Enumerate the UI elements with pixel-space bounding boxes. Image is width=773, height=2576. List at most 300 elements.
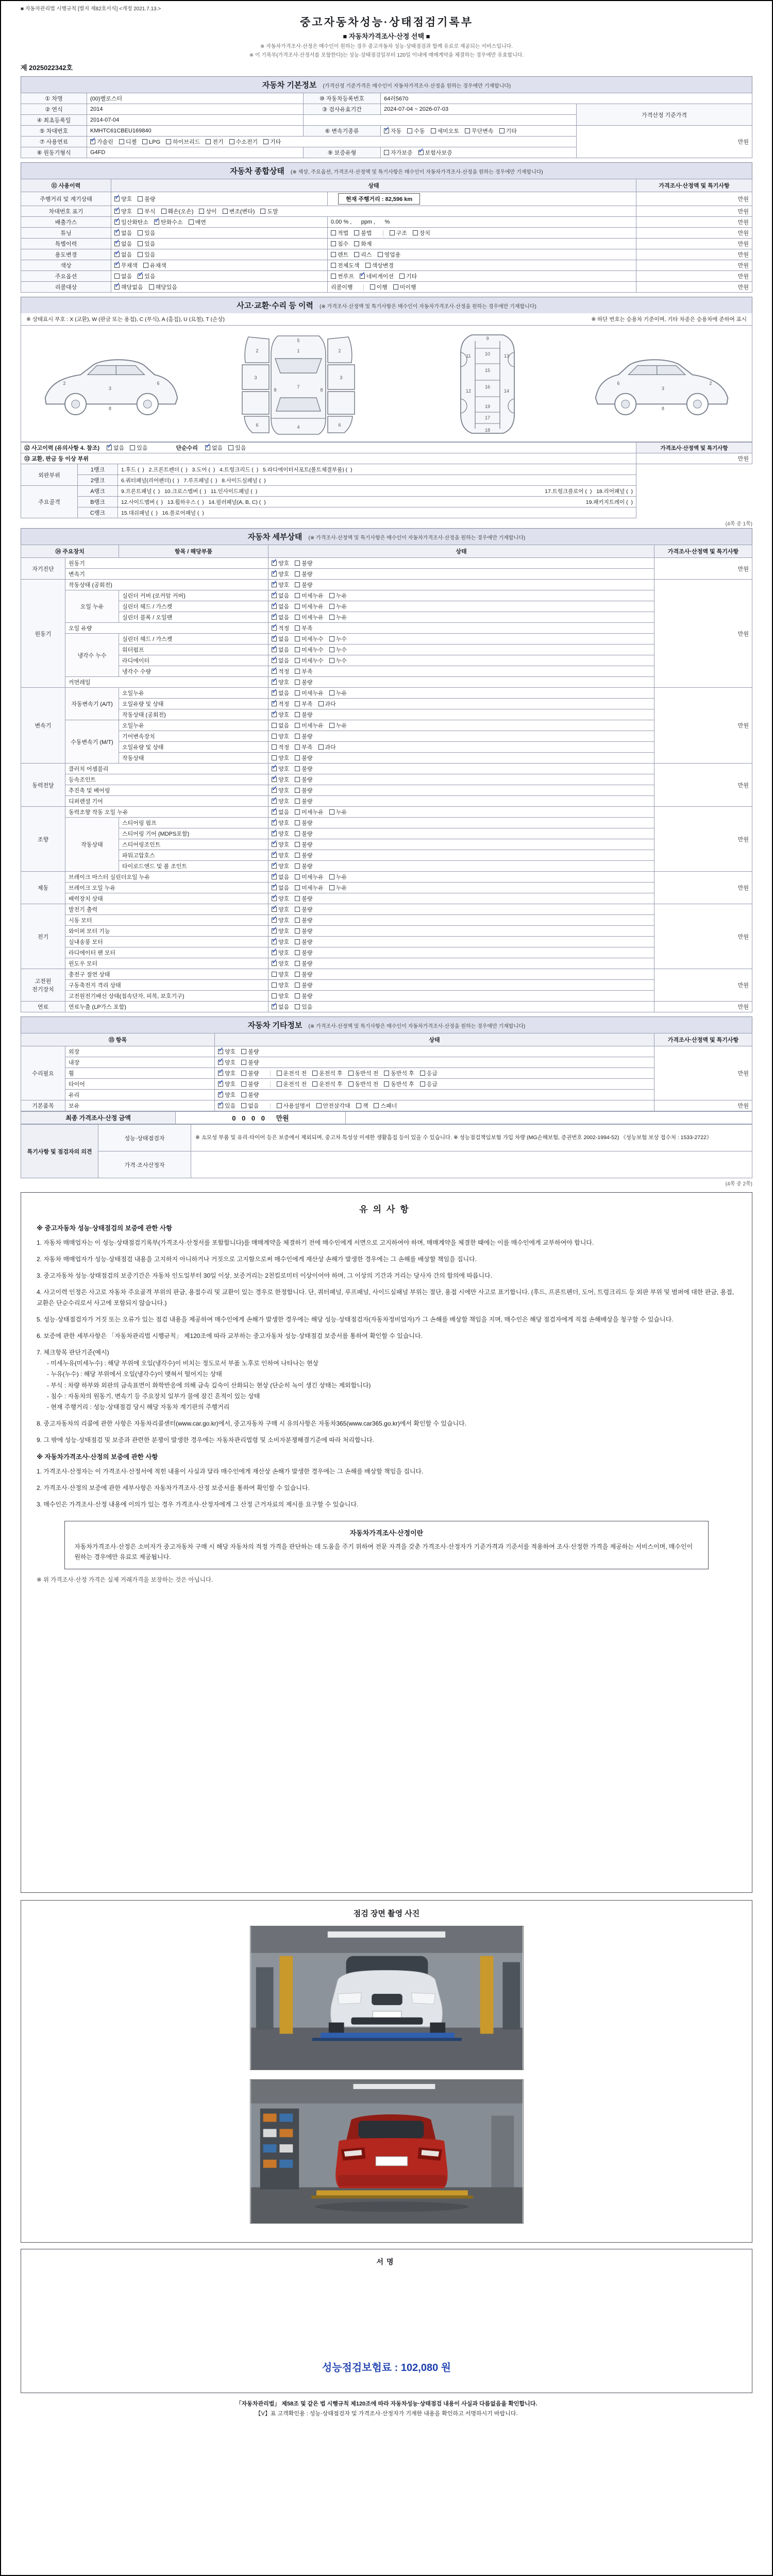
checked-checkbox-icon[interactable] [272,680,277,685]
unchecked-checkbox-icon[interactable] [329,647,334,652]
checkbox-option[interactable] [218,1069,236,1077]
checkbox-option[interactable] [418,148,452,157]
checked-checkbox-icon[interactable] [272,896,277,901]
checkbox-option[interactable] [218,1080,236,1088]
checkbox-option[interactable] [295,743,312,751]
unchecked-checkbox-icon[interactable] [241,1081,246,1087]
checkbox-option[interactable] [295,1003,312,1011]
unchecked-checkbox-icon[interactable] [142,139,147,144]
checkbox-option[interactable] [272,819,289,827]
unchecked-checkbox-icon[interactable] [399,274,405,279]
checked-checkbox-icon[interactable] [205,445,210,450]
unchecked-checkbox-icon[interactable] [138,241,143,246]
unchecked-checkbox-icon[interactable] [295,604,300,609]
unchecked-checkbox-icon[interactable] [295,1004,300,1009]
checkbox-option[interactable] [360,272,394,280]
checkbox-option[interactable] [241,1047,259,1056]
unchecked-checkbox-icon[interactable] [295,777,300,782]
checkbox-option[interactable] [277,1101,311,1110]
checked-checkbox-icon[interactable] [272,582,277,587]
unchecked-checkbox-icon[interactable] [260,209,265,214]
checkbox-option[interactable] [329,646,347,654]
unchecked-checkbox-icon[interactable] [295,723,300,728]
checkbox-option[interactable] [295,667,312,675]
unchecked-checkbox-icon[interactable] [354,230,359,235]
checkbox-option[interactable] [374,1101,397,1110]
checked-checkbox-icon[interactable] [272,950,277,955]
checkbox-option[interactable] [295,873,324,881]
checkbox-option[interactable] [329,808,347,816]
checkbox-option[interactable] [263,138,281,146]
unchecked-checkbox-icon[interactable] [295,907,300,912]
checkbox-option[interactable] [295,894,312,903]
checkbox-option[interactable] [114,272,132,280]
checkbox-option[interactable] [272,873,289,881]
unchecked-checkbox-icon[interactable] [348,1081,354,1087]
checkbox-option[interactable] [329,591,347,600]
checked-checkbox-icon[interactable] [360,274,365,279]
unchecked-checkbox-icon[interactable] [295,680,300,685]
checkbox-option[interactable] [107,444,124,452]
checkbox-option[interactable] [420,1080,438,1088]
checkbox-option[interactable] [295,819,312,827]
checkbox-option[interactable] [295,689,324,697]
checkbox-option[interactable] [272,959,289,968]
unchecked-checkbox-icon[interactable] [277,1071,282,1076]
checkbox-option[interactable] [149,283,178,291]
checkbox-option[interactable] [295,646,324,654]
checkbox-option[interactable] [378,250,401,259]
checkbox-option[interactable] [295,916,312,924]
unchecked-checkbox-icon[interactable] [420,1081,425,1087]
unchecked-checkbox-icon[interactable] [331,274,336,279]
unchecked-checkbox-icon[interactable] [329,874,334,879]
checkbox-option[interactable] [295,700,312,708]
checkbox-option[interactable] [114,283,143,291]
unchecked-checkbox-icon[interactable] [138,209,143,214]
unchecked-checkbox-icon[interactable] [295,561,300,566]
unchecked-checkbox-icon[interactable] [272,744,277,750]
checkbox-option[interactable] [138,240,155,248]
unchecked-checkbox-icon[interactable] [272,723,277,728]
unchecked-checkbox-icon[interactable] [295,874,300,879]
checkbox-option[interactable] [295,732,312,740]
checkbox-option[interactable] [114,261,138,269]
checkbox-option[interactable] [295,656,324,665]
checked-checkbox-icon[interactable] [272,939,277,944]
checkbox-option[interactable] [295,591,324,600]
unchecked-checkbox-icon[interactable] [318,701,324,706]
unchecked-checkbox-icon[interactable] [119,139,124,144]
unchecked-checkbox-icon[interactable] [295,950,300,955]
checked-checkbox-icon[interactable] [138,274,143,279]
unchecked-checkbox-icon[interactable] [378,252,383,257]
checkbox-option[interactable] [223,207,255,215]
checkbox-option[interactable] [295,635,324,643]
checkbox-option[interactable] [114,240,132,248]
unchecked-checkbox-icon[interactable] [312,1071,317,1076]
checkbox-option[interactable] [166,138,200,146]
checkbox-option[interactable] [295,678,312,686]
unchecked-checkbox-icon[interactable] [277,1081,282,1087]
unchecked-checkbox-icon[interactable] [329,723,334,728]
checkbox-option[interactable] [295,624,312,632]
unchecked-checkbox-icon[interactable] [295,669,300,674]
unchecked-checkbox-icon[interactable] [295,766,300,771]
unchecked-checkbox-icon[interactable] [295,982,300,988]
unchecked-checkbox-icon[interactable] [229,139,234,144]
checkbox-option[interactable] [295,721,324,730]
checked-checkbox-icon[interactable] [218,1103,223,1108]
checked-checkbox-icon[interactable] [114,196,120,201]
checkbox-option[interactable] [329,721,347,730]
checkbox-option[interactable] [318,743,336,751]
checkbox-option[interactable] [272,894,289,903]
unchecked-checkbox-icon[interactable] [272,993,277,998]
checkbox-option[interactable] [218,1091,236,1099]
checkbox-option[interactable] [241,1091,259,1099]
checked-checkbox-icon[interactable] [272,636,277,641]
checkbox-option[interactable] [272,829,289,838]
checkbox-option[interactable] [295,786,312,794]
unchecked-checkbox-icon[interactable] [295,788,300,793]
unchecked-checkbox-icon[interactable] [393,284,398,290]
unchecked-checkbox-icon[interactable] [295,755,300,760]
checkbox-option[interactable] [316,1101,350,1110]
checkbox-option[interactable] [384,1080,414,1088]
checkbox-option[interactable] [272,646,289,654]
checkbox-option[interactable] [354,229,372,237]
checkbox-option[interactable] [272,808,289,816]
unchecked-checkbox-icon[interactable] [228,445,233,450]
unchecked-checkbox-icon[interactable] [161,209,166,214]
checkbox-option[interactable] [329,656,347,665]
checkbox-option[interactable] [138,272,155,280]
checked-checkbox-icon[interactable] [107,445,112,450]
checkbox-option[interactable] [272,721,289,730]
checkbox-option[interactable] [272,613,289,621]
unchecked-checkbox-icon[interactable] [420,1071,425,1076]
checked-checkbox-icon[interactable] [272,701,277,706]
unchecked-checkbox-icon[interactable] [295,842,300,847]
checkbox-option[interactable] [295,840,312,849]
checkbox-option[interactable] [295,905,312,913]
unchecked-checkbox-icon[interactable] [295,734,300,739]
unchecked-checkbox-icon[interactable] [370,284,375,290]
unchecked-checkbox-icon[interactable] [277,1103,282,1108]
checkbox-option[interactable] [272,678,289,686]
unchecked-checkbox-icon[interactable] [114,274,120,279]
checked-checkbox-icon[interactable] [272,788,277,793]
checkbox-option[interactable] [138,207,155,215]
unchecked-checkbox-icon[interactable] [390,230,395,235]
checkbox-option[interactable] [189,218,206,226]
unchecked-checkbox-icon[interactable] [295,993,300,998]
checkbox-option[interactable] [241,1058,259,1066]
checkbox-option[interactable] [272,602,289,611]
unchecked-checkbox-icon[interactable] [295,647,300,652]
checkbox-option[interactable] [365,261,394,269]
checkbox-option[interactable] [272,775,289,784]
unchecked-checkbox-icon[interactable] [384,1071,389,1076]
checkbox-option[interactable] [154,218,183,226]
unchecked-checkbox-icon[interactable] [295,928,300,934]
unchecked-checkbox-icon[interactable] [329,604,334,609]
checked-checkbox-icon[interactable] [272,593,277,598]
checkbox-option[interactable] [329,884,347,892]
unchecked-checkbox-icon[interactable] [138,252,143,257]
checkbox-option[interactable] [295,938,312,946]
unchecked-checkbox-icon[interactable] [130,445,135,450]
unchecked-checkbox-icon[interactable] [295,625,300,631]
checkbox-option[interactable] [272,570,289,578]
checked-checkbox-icon[interactable] [218,1071,223,1076]
checkbox-option[interactable] [356,1101,368,1110]
checkbox-option[interactable] [295,710,312,719]
checkbox-option[interactable] [295,948,312,957]
checkbox-option[interactable] [272,905,289,913]
checkbox-option[interactable] [331,240,348,248]
checked-checkbox-icon[interactable] [272,831,277,836]
checkbox-option[interactable] [499,127,517,135]
unchecked-checkbox-icon[interactable] [241,1071,246,1076]
checkbox-option[interactable] [272,797,289,805]
unchecked-checkbox-icon[interactable] [272,734,277,739]
unchecked-checkbox-icon[interactable] [356,1103,361,1108]
checkbox-option[interactable] [354,250,372,259]
checkbox-option[interactable] [138,195,155,203]
checkbox-option[interactable] [465,127,494,135]
unchecked-checkbox-icon[interactable] [295,961,300,966]
checked-checkbox-icon[interactable] [114,284,120,290]
checkbox-option[interactable] [329,613,347,621]
unchecked-checkbox-icon[interactable] [384,1081,389,1087]
checkbox-option[interactable] [142,139,160,145]
unchecked-checkbox-icon[interactable] [295,896,300,901]
unchecked-checkbox-icon[interactable] [329,809,334,815]
checkbox-option[interactable] [260,207,278,215]
unchecked-checkbox-icon[interactable] [295,593,300,598]
checkbox-option[interactable] [272,754,289,762]
checkbox-option[interactable] [348,1080,379,1088]
unchecked-checkbox-icon[interactable] [329,615,334,620]
checkbox-option[interactable] [272,948,289,957]
checked-checkbox-icon[interactable] [114,252,120,257]
checkbox-option[interactable] [295,570,312,578]
unchecked-checkbox-icon[interactable] [295,712,300,717]
checkbox-option[interactable] [272,591,289,600]
checkbox-option[interactable] [241,1069,259,1077]
checkbox-option[interactable] [295,884,324,892]
unchecked-checkbox-icon[interactable] [331,241,336,246]
checked-checkbox-icon[interactable] [218,1049,223,1054]
checkbox-option[interactable] [407,127,425,135]
checkbox-option[interactable] [295,959,312,968]
checked-checkbox-icon[interactable] [272,766,277,771]
unchecked-checkbox-icon[interactable] [263,139,268,144]
checked-checkbox-icon[interactable] [90,139,95,144]
checkbox-option[interactable] [331,272,354,280]
checkbox-option[interactable] [384,148,413,157]
unchecked-checkbox-icon[interactable] [272,982,277,988]
checked-checkbox-icon[interactable] [218,1092,223,1097]
checkbox-option[interactable] [329,635,347,643]
checkbox-option[interactable] [312,1080,343,1088]
checkbox-option[interactable] [277,1080,307,1088]
checkbox-option[interactable] [272,624,289,632]
checkbox-option[interactable] [272,710,289,719]
checkbox-option[interactable] [312,1069,343,1077]
unchecked-checkbox-icon[interactable] [384,150,389,155]
checkbox-option[interactable] [295,862,312,870]
unchecked-checkbox-icon[interactable] [223,209,228,214]
checkbox-option[interactable] [272,970,289,978]
unchecked-checkbox-icon[interactable] [331,230,336,235]
checkbox-option[interactable] [272,732,289,740]
checkbox-option[interactable] [272,840,289,849]
checkbox-option[interactable] [272,656,289,665]
unchecked-checkbox-icon[interactable] [295,820,300,825]
checkbox-option[interactable] [272,1003,289,1011]
unchecked-checkbox-icon[interactable] [295,939,300,944]
checkbox-option[interactable] [206,138,223,146]
unchecked-checkbox-icon[interactable] [295,863,300,869]
checked-checkbox-icon[interactable] [272,918,277,923]
checkbox-option[interactable] [218,1047,236,1056]
checkbox-option[interactable] [114,229,132,237]
checkbox-option[interactable] [138,250,155,259]
checkbox-option[interactable] [295,851,312,859]
unchecked-checkbox-icon[interactable] [318,744,324,750]
checkbox-option[interactable] [431,127,460,135]
unchecked-checkbox-icon[interactable] [329,658,334,663]
unchecked-checkbox-icon[interactable] [149,284,154,290]
unchecked-checkbox-icon[interactable] [316,1103,322,1108]
checkbox-option[interactable] [384,1069,414,1077]
unchecked-checkbox-icon[interactable] [329,690,334,696]
checkbox-option[interactable] [272,927,289,935]
checkbox-option[interactable] [295,829,312,838]
checkbox-option[interactable] [331,261,360,269]
checkbox-option[interactable] [272,765,289,773]
unchecked-checkbox-icon[interactable] [331,263,336,268]
checkbox-option[interactable] [272,667,289,675]
checkbox-option[interactable] [272,581,289,589]
checkbox-option[interactable] [229,138,258,146]
checked-checkbox-icon[interactable] [272,647,277,652]
unchecked-checkbox-icon[interactable] [295,744,300,750]
checkbox-option[interactable] [272,700,289,708]
checkbox-option[interactable] [348,1069,379,1077]
unchecked-checkbox-icon[interactable] [295,615,300,620]
checkbox-option[interactable] [329,602,347,611]
checked-checkbox-icon[interactable] [272,799,277,804]
checkbox-option[interactable] [272,981,289,989]
checked-checkbox-icon[interactable] [272,712,277,717]
checked-checkbox-icon[interactable] [418,150,424,155]
unchecked-checkbox-icon[interactable] [312,1081,317,1087]
unchecked-checkbox-icon[interactable] [295,582,300,587]
checked-checkbox-icon[interactable] [218,1060,223,1065]
checkbox-option[interactable] [384,127,401,135]
checkbox-option[interactable] [143,261,166,269]
checkbox-option[interactable] [205,444,223,452]
unchecked-checkbox-icon[interactable] [166,139,171,144]
checkbox-option[interactable] [272,689,289,697]
checkbox-option[interactable] [420,1069,438,1077]
checkbox-option[interactable] [393,283,416,291]
checked-checkbox-icon[interactable] [272,615,277,620]
unchecked-checkbox-icon[interactable] [329,636,334,641]
checked-checkbox-icon[interactable] [272,658,277,663]
unchecked-checkbox-icon[interactable] [295,831,300,836]
checkbox-option[interactable] [370,283,388,291]
checkbox-option[interactable] [272,938,289,946]
unchecked-checkbox-icon[interactable] [138,196,143,201]
checked-checkbox-icon[interactable] [272,842,277,847]
unchecked-checkbox-icon[interactable] [354,252,359,257]
checkbox-option[interactable] [272,916,289,924]
checkbox-option[interactable] [295,765,312,773]
unchecked-checkbox-icon[interactable] [241,1060,246,1065]
unchecked-checkbox-icon[interactable] [295,658,300,663]
checked-checkbox-icon[interactable] [272,690,277,696]
checked-checkbox-icon[interactable] [272,820,277,825]
unchecked-checkbox-icon[interactable] [329,885,334,890]
unchecked-checkbox-icon[interactable] [295,853,300,858]
unchecked-checkbox-icon[interactable] [199,209,204,214]
checked-checkbox-icon[interactable] [272,874,277,879]
unchecked-checkbox-icon[interactable] [407,128,412,133]
checked-checkbox-icon[interactable] [272,885,277,890]
checked-checkbox-icon[interactable] [114,241,120,246]
checked-checkbox-icon[interactable] [272,669,277,674]
checkbox-option[interactable] [295,970,312,978]
checked-checkbox-icon[interactable] [114,209,120,214]
checkbox-option[interactable] [138,229,155,237]
checkbox-option[interactable] [218,1101,236,1110]
unchecked-checkbox-icon[interactable] [189,219,194,225]
unchecked-checkbox-icon[interactable] [143,263,148,268]
unchecked-checkbox-icon[interactable] [295,701,300,706]
unchecked-checkbox-icon[interactable] [241,1049,246,1054]
checkbox-option[interactable] [295,559,312,567]
checkbox-option[interactable] [331,250,348,259]
checkbox-option[interactable] [114,195,132,203]
unchecked-checkbox-icon[interactable] [295,799,300,804]
checked-checkbox-icon[interactable] [114,230,120,235]
checkbox-option[interactable] [272,862,289,870]
checkbox-option[interactable] [318,700,336,708]
checkbox-option[interactable] [241,1101,259,1110]
checkbox-option[interactable] [114,250,132,259]
unchecked-checkbox-icon[interactable] [499,128,505,133]
checked-checkbox-icon[interactable] [272,809,277,815]
checkbox-option[interactable] [114,218,148,226]
unchecked-checkbox-icon[interactable] [295,972,300,977]
checkbox-option[interactable] [119,138,137,146]
unchecked-checkbox-icon[interactable] [138,230,143,235]
checked-checkbox-icon[interactable] [272,928,277,934]
checkbox-option[interactable] [295,581,312,589]
checkbox-option[interactable] [295,992,312,1000]
unchecked-checkbox-icon[interactable] [365,263,371,268]
checkbox-option[interactable] [295,981,312,989]
checkbox-option[interactable] [390,229,407,237]
checkbox-option[interactable] [199,207,216,215]
checked-checkbox-icon[interactable] [272,777,277,782]
checkbox-option[interactable] [272,559,289,567]
